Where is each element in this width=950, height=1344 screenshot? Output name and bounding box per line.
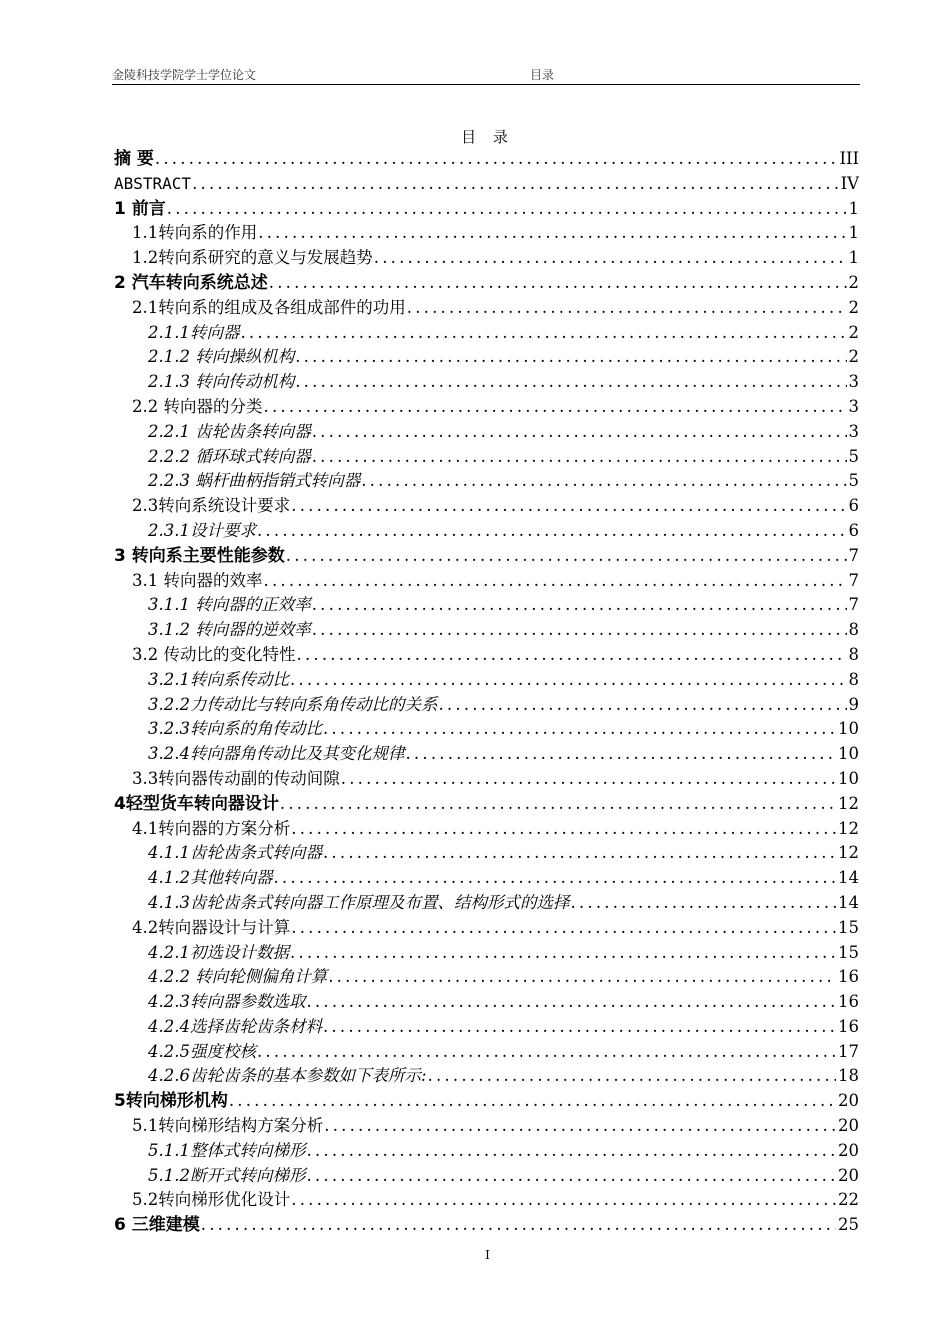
toc-entry-label: 5.1.2断开式转向梯形 — [148, 1165, 306, 1185]
toc-entry-page: 10 — [838, 768, 859, 788]
toc-entry[interactable] — [114, 891, 859, 916]
toc-entry-page: 7 — [848, 595, 859, 615]
toc-entry-page: IV — [840, 173, 859, 193]
toc-entry-page: 7 — [848, 545, 859, 565]
toc-entry-page: 12 — [838, 793, 859, 813]
toc-leader-dots — [279, 792, 836, 817]
toc-entry-page: 16 — [838, 967, 859, 987]
toc-entry-page: 8 — [848, 644, 859, 664]
toc-leader-dots — [404, 742, 836, 767]
toc-entry-label: 3.2.1转向系传动比 — [148, 669, 289, 689]
toc-entry[interactable] — [114, 321, 859, 346]
toc-entry[interactable] — [114, 990, 859, 1015]
toc-entry[interactable] — [114, 569, 859, 594]
toc-entry[interactable] — [114, 544, 859, 569]
toc-leader-dots — [305, 1164, 836, 1189]
toc-leader-dots — [305, 990, 836, 1015]
toc-entry[interactable] — [114, 941, 859, 966]
toc-entry-page: 3 — [848, 396, 859, 416]
toc-entry-page: 5 — [848, 471, 859, 491]
toc-entry-label: 5.1转向梯形结构方案分析 — [132, 1116, 324, 1136]
toc-entry[interactable] — [114, 618, 859, 643]
toc-entry-label: 3.2 传动比的变化特性 — [132, 644, 296, 664]
toc-entry-page: 14 — [838, 892, 859, 912]
toc-entry-label: 2 汽车转向系统总述 — [114, 272, 268, 293]
toc-entry-label: 2.1.2 转向操纵机构 — [148, 347, 295, 367]
toc-entry-page: 1 — [848, 248, 859, 268]
toc-entry-page: III — [839, 149, 859, 168]
toc-entry[interactable] — [114, 1089, 859, 1114]
toc-entry-page: 22 — [838, 1190, 859, 1210]
toc-entry-label: 2.2 转向器的分类 — [132, 396, 263, 416]
toc-entry-page: 2 — [848, 297, 859, 317]
toc-leader-dots — [323, 1114, 836, 1139]
page-number: I — [485, 1248, 490, 1262]
toc-entry-label: 4.1.2其他转向器 — [148, 868, 273, 888]
toc-entry-label: 摘 要 — [114, 149, 154, 169]
toc-entry-page: 10 — [838, 719, 859, 739]
toc-leader-dots — [311, 618, 847, 643]
toc-leader-dots — [327, 965, 836, 990]
toc-entry[interactable] — [114, 593, 859, 618]
toc-entry-page: 1 — [848, 198, 859, 218]
toc-entry-page: 12 — [838, 843, 859, 863]
toc-entry-page: 18 — [838, 1066, 859, 1086]
toc-entry-label: 2.3转向系统设计要求 — [132, 496, 291, 516]
toc-entry[interactable] — [114, 717, 859, 742]
toc-entry[interactable] — [114, 246, 859, 271]
toc-entry-page: 20 — [838, 1091, 859, 1111]
toc-leader-dots — [191, 172, 839, 197]
toc-leader-dots — [569, 891, 836, 916]
toc-leader-dots — [290, 1188, 836, 1213]
toc-entry[interactable] — [114, 1015, 859, 1040]
toc-entry-label: 3.1.1 转向器的正效率 — [148, 595, 311, 615]
toc-leader-dots — [263, 569, 847, 594]
toc-leader-dots — [239, 321, 846, 346]
toc-entry-label: 4.2.1初选设计数据 — [148, 942, 289, 962]
toc-entry-label: ABSTRACT — [114, 173, 192, 193]
toc-entry-page: 16 — [838, 992, 859, 1012]
toc-leader-dots — [228, 1089, 836, 1114]
toc-entry[interactable] — [114, 494, 859, 519]
toc-leader-dots — [200, 1213, 836, 1238]
toc-entry-label: 2.2.1 齿轮齿条转向器 — [148, 421, 311, 441]
toc-leader-dots — [256, 1040, 836, 1065]
toc-entry-label: 2.1.3 转向传动机构 — [148, 372, 295, 392]
toc-entry-page: 20 — [838, 1116, 859, 1136]
toc-entry[interactable] — [114, 296, 859, 321]
toc-entry[interactable] — [114, 668, 859, 693]
header-thesis-title: 金陵科技学院学士学位论文 — [112, 68, 257, 82]
toc-entry[interactable] — [114, 1064, 859, 1089]
toc-entry[interactable] — [114, 965, 859, 990]
header-section-title: 目录 — [530, 68, 555, 82]
toc-leader-dots — [311, 593, 847, 618]
toc-entry[interactable] — [114, 445, 859, 470]
toc-entry[interactable] — [114, 916, 859, 941]
toc-entry-page: 1 — [848, 223, 859, 243]
toc-entry[interactable] — [114, 1164, 859, 1189]
toc-entry-label: 1.2转向系研究的意义与发展趋势 — [132, 248, 373, 268]
toc-entry-page: 8 — [848, 669, 859, 689]
toc-entry-label: 3.1.2 转向器的逆效率 — [148, 620, 311, 640]
toc-entry[interactable] — [114, 395, 859, 420]
toc-entry-label: 2.2.2 循环球式转向器 — [148, 446, 311, 466]
toc-entry-page: 5 — [848, 446, 859, 466]
toc-leader-dots — [322, 1015, 836, 1040]
toc-leader-dots — [290, 916, 836, 941]
toc-entry-label: 2.3.1设计要求 — [148, 520, 256, 540]
toc-entry-page: 3 — [848, 372, 859, 392]
toc-leader-dots — [373, 246, 847, 271]
toc-entry[interactable] — [114, 693, 859, 718]
toc-leader-dots — [289, 668, 847, 693]
toc-entry-page: 20 — [838, 1140, 859, 1160]
toc-entry[interactable] — [114, 1139, 859, 1164]
toc-leader-dots — [290, 494, 846, 519]
toc-entry-label: 3.2.3转向系的角传动比 — [148, 719, 322, 739]
toc-entry-page: 3 — [848, 421, 859, 441]
toc-entry-label: 4.2转向器设计与计算 — [132, 917, 291, 937]
toc-entry[interactable] — [114, 742, 859, 767]
toc-entry[interactable] — [114, 519, 859, 544]
toc-entry-label: 4.1.3齿轮齿条式转向器工作原理及布置、结构形式的选择 — [148, 892, 570, 912]
toc-entry[interactable] — [114, 172, 859, 197]
toc-entry-label: 1.1转向系的作用 — [132, 223, 258, 243]
toc-leader-dots — [294, 370, 846, 395]
toc-entry[interactable] — [114, 197, 859, 222]
toc-leader-dots — [311, 420, 847, 445]
toc-leader-dots — [268, 271, 847, 296]
toc-entry-label: 3.1 转向器的效率 — [132, 570, 263, 590]
toc-entry-page: 2 — [848, 272, 859, 292]
toc-entry[interactable] — [114, 1114, 859, 1139]
toc-entry[interactable] — [114, 643, 859, 668]
toc-entry-label: 2.2.3 蜗杆曲柄指销式转向器 — [148, 471, 361, 491]
toc-leader-dots — [289, 941, 836, 966]
toc-leader-dots — [311, 445, 847, 470]
toc-entry-page: 7 — [848, 570, 859, 590]
toc-entry-label: 3.2.4转向器角传动比及其变化规律 — [148, 744, 405, 764]
toc-title: 目 录 — [461, 128, 514, 146]
toc-entry-label: 5转向梯形机构 — [114, 1091, 228, 1112]
toc-entry-page: 9 — [848, 694, 859, 714]
toc-entry[interactable] — [114, 792, 859, 817]
toc-entry-label: 6 三维建模 — [114, 1215, 200, 1236]
toc-entry-page: 20 — [838, 1165, 859, 1185]
toc-entry[interactable] — [114, 841, 859, 866]
toc-entry-page: 17 — [838, 1041, 859, 1061]
toc-leader-dots — [437, 693, 846, 718]
table-of-contents — [114, 147, 859, 1238]
toc-entry-label: 4.1转向器的方案分析 — [132, 818, 291, 838]
toc-entry-page: 14 — [838, 868, 859, 888]
toc-entry-page: 15 — [838, 942, 859, 962]
toc-entry-label: 2.1.1转向器 — [148, 322, 240, 342]
toc-entry-label: 5.1.1整体式转向梯形 — [148, 1140, 306, 1160]
toc-entry-label: 4.2.4选择齿轮齿条材料 — [148, 1016, 322, 1036]
toc-leader-dots — [294, 345, 846, 370]
toc-leader-dots — [427, 1064, 836, 1089]
toc-entry-page: 16 — [838, 1016, 859, 1036]
page-header — [112, 64, 860, 85]
toc-leader-dots — [263, 395, 847, 420]
toc-entry-page: 6 — [848, 496, 859, 516]
toc-leader-dots — [296, 643, 847, 668]
toc-entry-label: 5.2转向梯形优化设计 — [132, 1190, 291, 1210]
toc-entry[interactable] — [114, 767, 859, 792]
toc-entry-label: 3 转向系主要性能参数 — [114, 545, 285, 566]
toc-leader-dots — [256, 519, 847, 544]
toc-entry-page: 8 — [848, 620, 859, 640]
toc-leader-dots — [272, 866, 836, 891]
toc-entry[interactable] — [114, 817, 859, 842]
toc-entry-label: 4.1.1齿轮齿条式转向器 — [148, 843, 322, 863]
toc-leader-dots — [322, 717, 836, 742]
toc-entry-page: 25 — [838, 1215, 859, 1235]
toc-leader-dots — [322, 841, 836, 866]
toc-leader-dots — [257, 221, 846, 246]
toc-entry-page: 6 — [848, 520, 859, 540]
toc-leader-dots — [290, 817, 836, 842]
toc-entry-label: 3.3转向器传动副的传动间隙 — [132, 768, 340, 788]
toc-leader-dots — [360, 469, 846, 494]
toc-entry-label: 2.1转向系的组成及各组成部件的功用 — [132, 297, 406, 317]
toc-leader-dots — [285, 544, 847, 569]
toc-entry-label: 4.2.5强度校核 — [148, 1041, 256, 1061]
toc-entry[interactable] — [114, 1188, 859, 1213]
toc-leader-dots — [340, 767, 836, 792]
toc-entry-page: 12 — [838, 818, 859, 838]
toc-leader-dots — [406, 296, 847, 321]
toc-entry[interactable] — [114, 1040, 859, 1065]
toc-entry-label: 4轻型货车转向器设计 — [114, 793, 279, 814]
toc-entry[interactable] — [114, 271, 859, 296]
toc-entry[interactable] — [114, 866, 859, 891]
toc-entry[interactable] — [114, 420, 859, 445]
toc-entry-label: 4.2.2 转向轮侧偏角计算 — [148, 967, 328, 987]
toc-entry[interactable] — [114, 345, 859, 370]
toc-entry-label: 1 前言 — [114, 198, 166, 219]
toc-entry-page: 15 — [838, 917, 859, 937]
toc-entry-label: 4.2.6齿轮齿条的基本参数如下表所示: — [148, 1066, 427, 1086]
toc-entry-page: 10 — [838, 744, 859, 764]
toc-leader-dots — [166, 197, 847, 222]
toc-entry[interactable] — [114, 147, 859, 172]
toc-entry-label: 4.2.3转向器参数选取 — [148, 992, 306, 1012]
toc-leader-dots — [154, 147, 838, 172]
toc-entry[interactable] — [114, 370, 859, 395]
toc-entry-label: 3.2.2力传动比与转向系角传动比的关系 — [148, 694, 438, 714]
toc-entry[interactable] — [114, 221, 859, 246]
toc-leader-dots — [305, 1139, 836, 1164]
toc-entry[interactable] — [114, 469, 859, 494]
toc-entry-page: 2 — [848, 347, 859, 367]
toc-entry-page: 2 — [848, 322, 859, 342]
toc-entry[interactable] — [114, 1213, 859, 1238]
